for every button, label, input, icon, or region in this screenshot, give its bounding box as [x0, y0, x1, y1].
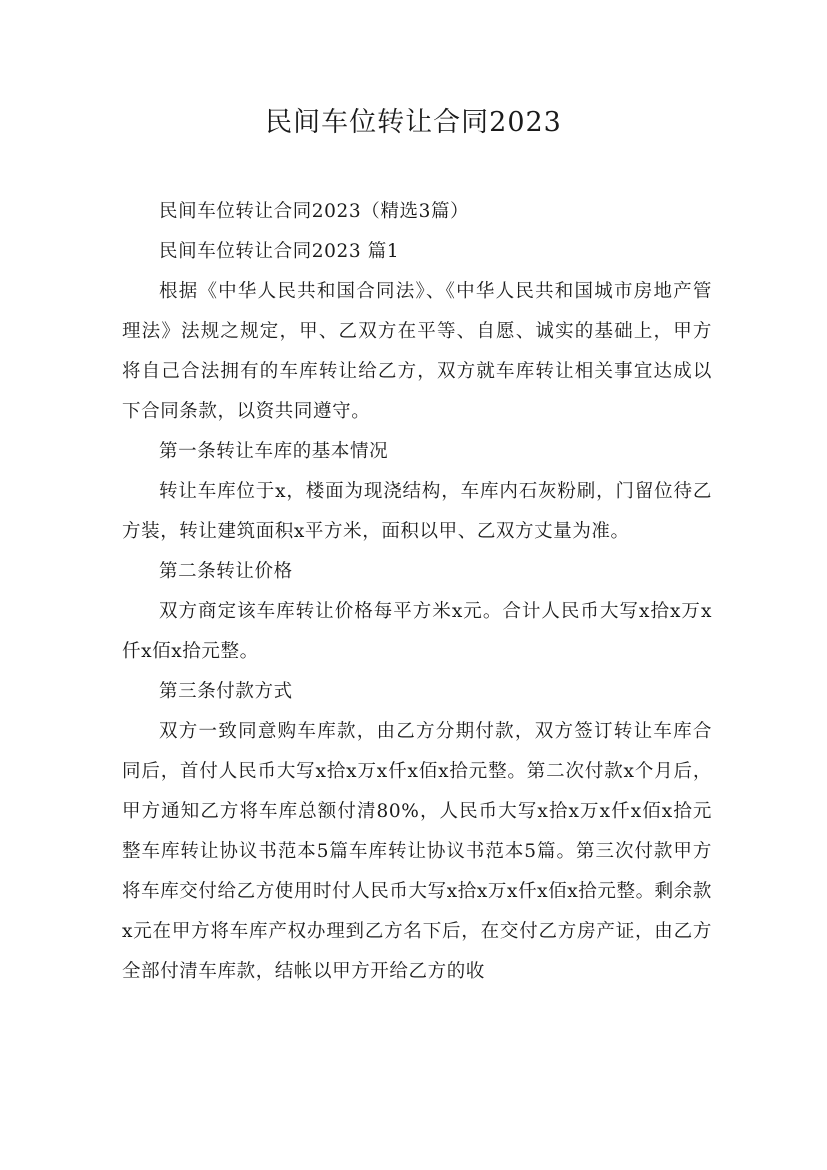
subtitle-paragraph: 民间车位转让合同2023（精选3篇）	[159, 201, 470, 222]
section-heading: 民间车位转让合同2023 篇1	[159, 241, 400, 262]
article-heading: 第三条付款方式	[159, 681, 293, 702]
article-paragraph: 双方商定该车库转让价格每平方米x元。合计人民币大写x拾x万x仟x佰x拾元整。	[122, 601, 712, 662]
document-title: 民间车位转让合同2023	[265, 107, 562, 138]
document-body	[122, 192, 712, 992]
preamble-paragraph: 根据《中华人民共和国合同法》、《中华人民共和国城市房地产管理法》法规之规定，甲、乙双方在平等、自愿、诚实的基础上，甲方将自己合法拥有的车库转让给乙方，双方就车库转让相关事宜达成以下合同条款，以资共同遵守。	[122, 281, 712, 422]
article-paragraph: 转让车库位于x，楼面为现浇结构，车库内石灰粉刷，门留位待乙方装，转让建筑面积x平方米，面积以甲、乙双方丈量为准。	[122, 481, 712, 542]
article-heading: 第一条转让车库的基本情况	[159, 441, 389, 462]
article-heading: 第二条转让价格	[159, 561, 293, 582]
article-paragraph: 双方一致同意购车库款，由乙方分期付款，双方签订转让车库合同后，首付人民币大写x拾x万x仟x佰x拾元整。第二次付款x个月后，甲方通知乙方将车库总额付清80%，人民币大写x拾x万x仟x佰x拾元整车库转让协议书范本5篇车库转让协议书范本5篇。第三次付款甲方将车库交付给乙方使用时付人民币大写x拾x万x仟x佰x拾元整。剩余款x元在甲方将车库产权办理到乙方名下后，在交付乙方房产证，由乙方全部付清车库款，结帐以甲方开给乙方的收	[122, 721, 712, 982]
